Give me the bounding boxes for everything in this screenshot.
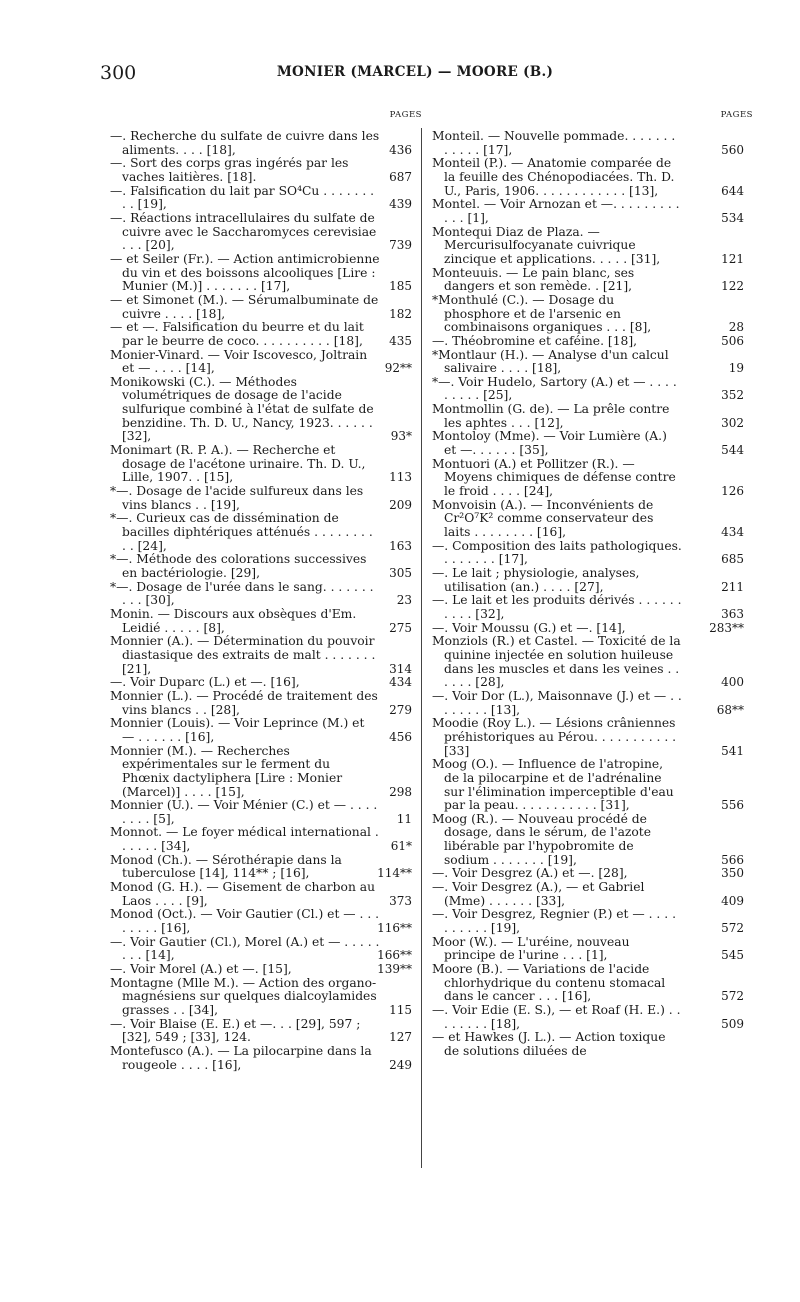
entry-text: Monnot. — Le foyer médical international . . . . . . [34], <box>110 825 379 854</box>
index-entry <box>110 934 412 963</box>
entry-page: 28 <box>728 320 744 335</box>
index-entry <box>110 675 412 690</box>
entry-page: 545 <box>721 948 744 963</box>
index-entry <box>432 265 744 294</box>
entry-page: 435 <box>389 333 412 348</box>
left-entries <box>110 130 410 1072</box>
index-entry <box>110 1016 412 1045</box>
entry-text: — et —. Falsification du beurre et du lait par le beurre de coco. . . . . . . . . . [18], <box>110 320 364 348</box>
entry-text: —. Voir Moussu (G.) et —. [14], <box>432 620 626 635</box>
index-entry <box>110 443 412 485</box>
index-entry <box>432 156 744 198</box>
entry-page: 182 <box>389 306 412 321</box>
entry-text: —. Réactions intracellulaires du sulfate de cuivre avec le Saccharomyces cerevisiae . . . [20], <box>110 210 377 253</box>
entry-text: Moog (R.). — Nouveau procédé de dosage, dans le sérum, de l'azote libérable par l'hypobromite de sodium . . . . . . . [19], <box>432 811 652 867</box>
entry-text: —. Voir Desgrez (A.), — et Gabriel (Mme) . . . . . . [33], <box>432 880 645 908</box>
entry-text: —. Sort des corps gras ingérés par les vaches laitières. [18]. <box>110 156 349 184</box>
index-entry <box>110 825 412 854</box>
entry-page: 122 <box>721 279 744 294</box>
entry-page: 211 <box>721 579 744 594</box>
entry-text: Montel. — Voir Arnozan et —. . . . . . . . . . . . [1], <box>432 197 680 225</box>
index-entry <box>110 374 412 444</box>
column-divider <box>421 128 422 1168</box>
entry-text: Moor (W.). — L'uréine, nouveau principe de l'urine . . . [1], <box>432 934 630 963</box>
entry-text: —. Falsification du lait par SO⁴Cu . . . . . . . . . [19], <box>110 183 375 212</box>
index-entry <box>110 852 412 881</box>
entry-page: 113 <box>389 470 412 485</box>
entry-text: —. Recherche du sulfate de cuivre dans les aliments. . . . [18], <box>110 129 380 157</box>
entry-page: 644 <box>721 183 744 198</box>
entry-page: 116** <box>377 921 412 936</box>
entry-text: Montmollin (G. de). — La prêle contre les aphtes . . . [12], <box>432 402 670 430</box>
entry-page: 61* <box>390 839 412 854</box>
index-entry <box>432 347 744 376</box>
pages-label-right: PAGES <box>720 110 753 120</box>
entry-page: 139** <box>377 962 412 977</box>
entry-page: 572 <box>721 921 744 936</box>
entry-text: Moog (O.). — Influence de l'atropine, de la pilocarpine et de l'adrénaline sur l'élimination imperceptible d'eau par la peau. . . . . . . . . . . [31], <box>432 757 674 813</box>
entry-text: —. Voir Morel (A.) et —. [15], <box>110 962 292 977</box>
index-entry <box>110 552 412 580</box>
index-entry <box>432 538 744 567</box>
entry-text: Monod (Ch.). — Sérothérapie dans la tuberculose [14], 114** ; [16], <box>110 852 342 881</box>
entry-page: 121 <box>721 251 744 266</box>
entry-page: 93* <box>390 429 412 444</box>
entry-page: 283** <box>709 620 744 635</box>
entry-page: 279 <box>389 702 412 717</box>
entry-text: Monteuuis. — Le pain blanc, ses dangers et son remède. . [21], <box>432 265 635 294</box>
entry-text: *—. Curieux cas de dissémination de bacilles diphtériques atténués . . . . . . . . . . [24], <box>110 511 373 553</box>
index-entry <box>110 962 412 977</box>
entry-text: Montuori (A.) et Pollitzer (R.). — Moyens chimiques de défense contre le froid . . . . [24], <box>432 456 676 499</box>
index-entry <box>432 757 744 813</box>
entry-page: 114** <box>377 866 412 881</box>
entry-text: Monziols (R.) et Castel. — Toxicité de la quinine injectée en solution huileuse dans les muscles et dans les veines . . . . . . [28], <box>432 634 681 690</box>
index-entry <box>432 429 744 458</box>
entry-page: 23 <box>396 593 412 608</box>
entry-text: Monnier (M.). — Recherches expérimentales sur le ferment du Phœnix dactyliphera [Lire : Monier (Marcel)] . . . . [15], <box>110 743 343 799</box>
index-entry <box>432 456 744 499</box>
entry-text: Monikowski (C.). — Méthodes volumétriques de dosage de l'acide sulfurique combiné à l'état de sulfate de benzidine. Th. D. U., Nancy, 1923. . . . . . [32], <box>110 374 374 444</box>
index-entry <box>110 511 412 553</box>
index-entry <box>110 251 412 294</box>
entry-text: —. Voir Desgrez (A.) et —. [28], <box>432 866 628 881</box>
entry-text: Moore (B.). — Variations de l'acide chlorhydrique du contenu stomacal dans le cancer . . . [16], <box>432 962 666 1004</box>
entry-text: Monod (G. H.). — Gisement de charbon au Laos . . . . [9], <box>110 880 376 908</box>
index-entry <box>432 197 744 225</box>
entry-page: 544 <box>721 443 744 458</box>
index-entry <box>110 798 412 826</box>
entry-page: 305 <box>389 566 412 580</box>
entry-text: Monod (Oct.). — Voir Gautier (Cl.) et — . . . . . . . . [16], <box>110 907 380 936</box>
entry-page: 541 <box>721 743 744 758</box>
index-entry <box>432 1003 744 1031</box>
index-entry <box>432 907 744 936</box>
entry-page: 298 <box>389 784 412 799</box>
entry-page: 687 <box>389 169 412 184</box>
index-entry <box>110 1043 412 1072</box>
right-entries <box>432 129 744 1059</box>
index-entry <box>110 606 412 635</box>
entry-page: 209 <box>389 497 412 512</box>
entry-text: —. Voir Dor (L.), Maisonnave (J.) et — . . . . . . . . [13], <box>432 688 682 717</box>
entry-text: —. Voir Edie (E. S.), — et Roaf (H. E.) . . . . . . . . [18], <box>432 1003 681 1031</box>
entry-page: 115 <box>389 1003 412 1017</box>
entry-text: Monier-Vinard. — Voir Iscovesco, Joltrain et — . . . . [14], <box>110 347 368 376</box>
index-entry <box>432 620 744 636</box>
entry-page: 314 <box>389 661 412 676</box>
entry-page: 439 <box>389 197 412 212</box>
entry-text: — et Seiler (Fr.). — Action antimicrobienne du vin et des boissons alcooliques [Lire : Munier (M.)] . . . . . . . [17], <box>110 251 380 294</box>
entry-page: 185 <box>389 279 412 294</box>
index-entry <box>432 593 744 621</box>
entry-text: —. Le lait ; physiologie, analyses, utilisation (an.) . . . . [27], <box>432 566 640 594</box>
index-entry <box>110 129 412 157</box>
entry-text: *—. Dosage de l'acide sulfureux dans les vins blancs . . [19], <box>110 484 364 512</box>
index-entry <box>110 156 412 184</box>
index-entry <box>432 224 744 267</box>
index-entry <box>432 129 744 157</box>
entry-text: —. Théobromine et caféine. [18], <box>432 333 638 348</box>
index-entry <box>110 292 412 321</box>
entry-page: 739 <box>389 238 412 253</box>
entry-text: Montequi Diaz de Plaza. — Mercurisulfocyanate cuivrique zincique et applications. . . . . [31], <box>432 224 661 266</box>
entry-text: *Montlaur (H.). — Analyse d'un calcul salivaire . . . . [18], <box>432 347 669 376</box>
entry-text: Monteil (P.). — Anatomie comparée de la feuille des Chénopodiacées. Th. D. U., Paris, 1906. . . . . . . . . . . . [13], <box>432 156 675 198</box>
index-entry <box>110 880 412 908</box>
index-entry <box>110 484 412 512</box>
entry-page: 373 <box>389 893 412 908</box>
entry-text: Montoloy (Mme). — Voir Lumière (A.) et —. . . . . . [35], <box>432 429 667 458</box>
entry-page: 350 <box>721 866 744 881</box>
entry-text: Monin. — Discours aux obsèques d'Em. Leidié . . . . . [8], <box>110 606 357 635</box>
entry-text: Monimart (R. P. A.). — Recherche et dosage de l'acétone urinaire. Th. D. U., Lille, 1907. . [15], <box>110 443 366 485</box>
entry-text: Monvoisin (A.). — Inconvénients de Cr²O⁷K² comme conservateur des laits . . . . . . . . [16], <box>432 497 654 540</box>
index-entry <box>110 716 412 744</box>
entry-text: Monnier (A.). — Détermination du pouvoir diastasique des extraits de malt . . . . . . . [21], <box>110 634 376 676</box>
entry-text: Moodie (Roy L.). — Lésions crâniennes préhistoriques au Pérou. . . . . . . . . . . [33] <box>432 716 677 758</box>
entry-page: 560 <box>721 142 744 157</box>
index-entry <box>432 402 744 430</box>
entry-page: 534 <box>721 210 744 225</box>
entry-text: —. Le lait et les produits dérivés . . . . . . . . . . [32], <box>432 593 682 621</box>
index-entry <box>432 497 744 540</box>
entry-page: 685 <box>721 552 744 567</box>
index-entry <box>432 716 744 758</box>
entry-page: 166** <box>377 948 412 963</box>
entry-page: 434 <box>721 525 744 540</box>
entry-page: 163 <box>389 538 412 553</box>
index-entry <box>432 880 744 908</box>
index-entry <box>432 566 744 594</box>
index-entry <box>110 743 412 800</box>
index-entry <box>110 320 412 348</box>
index-entry <box>110 347 412 376</box>
entry-page: 434 <box>389 675 412 690</box>
index-entry <box>432 811 744 868</box>
entry-page: 409 <box>721 893 744 908</box>
entry-page: 352 <box>721 388 744 403</box>
index-entry <box>110 210 412 253</box>
index-entry <box>110 688 412 717</box>
entry-text: — et Simonet (M.). — Sérumalbuminate de cuivre . . . . [18], <box>110 292 379 321</box>
entry-text: *—. Voir Hudelo, Sartory (A.) et — . . . . . . . . . [25], <box>432 374 677 403</box>
index-entry <box>432 962 744 1004</box>
entry-text: *Monthulé (C.). — Dosage du phosphore et de l'arsenic en combinaisons organiques . . . [8], <box>432 292 652 335</box>
entry-page: 556 <box>721 798 744 813</box>
entry-page: 92** <box>384 361 412 376</box>
index-entry <box>432 1031 682 1058</box>
entry-text: Monnier (Louis). — Voir Leprince (M.) et — . . . . . . [16], <box>110 716 365 744</box>
entry-page: 126 <box>721 484 744 499</box>
index-entry <box>110 975 412 1018</box>
entry-text: —. Voir Gautier (Cl.), Morel (A.) et — . . . . . . . . [14], <box>110 934 380 963</box>
entry-text: — et Hawkes (J. L.). — Action toxique de solutions diluées de <box>432 1030 666 1058</box>
running-head: MONIER (MARCEL) — MOORE (B.) <box>276 64 554 80</box>
entry-page: 506 <box>721 333 744 348</box>
entry-text: Monnier (U.). — Voir Ménier (C.) et — . . . . . . . . [5], <box>110 798 378 826</box>
entry-page: 456 <box>389 729 412 744</box>
entry-page: 400 <box>721 675 744 690</box>
index-entry <box>432 688 744 717</box>
entry-page: 566 <box>721 852 744 867</box>
entry-text: Monteil. — Nouvelle pommade. . . . . . . . . . . . [17], <box>432 129 676 157</box>
entry-page: 572 <box>721 989 744 1004</box>
entry-text: —. Voir Duparc (L.) et —. [16], <box>110 675 300 690</box>
entry-page: 275 <box>389 620 412 635</box>
page-number: 300 <box>100 62 137 84</box>
entry-page: 127 <box>389 1030 412 1045</box>
entry-text: Montefusco (A.). — La pilocarpine dans la rougeole . . . . [16], <box>110 1043 372 1072</box>
index-entry <box>110 183 412 212</box>
pages-label-left: PAGES <box>389 110 422 120</box>
index-entry <box>432 333 744 349</box>
entry-page: 11 <box>396 811 412 826</box>
entry-page: 302 <box>721 415 744 430</box>
index-entry <box>432 934 744 963</box>
entry-page: 68** <box>716 702 744 717</box>
entry-text: *—. Méthode des colorations successives en bactériologie. [29], <box>110 552 367 580</box>
entry-text: —. Voir Desgrez, Regnier (P.) et — . . . . . . . . . . [19], <box>432 907 676 936</box>
index-entry <box>432 866 744 881</box>
entry-text: Montagne (Mlle M.). — Action des organo-magnésiens sur quelques dialcoylamides grasses . . [34], <box>110 975 377 1017</box>
entry-page: 509 <box>721 1016 744 1031</box>
entry-page: 19 <box>728 361 744 376</box>
index-entry <box>432 634 744 690</box>
entry-text: —. Composition des laits pathologiques. . . . . . . . [17], <box>432 538 682 567</box>
index-entry <box>110 579 412 608</box>
index-entry <box>110 907 412 936</box>
entry-page: 436 <box>389 142 412 157</box>
index-entry <box>432 292 744 335</box>
entry-text: —. Voir Blaise (E. E.) et —. . . [29], 597 ; [32], 549 ; [33], 124. <box>110 1016 361 1045</box>
entry-page: 249 <box>389 1057 412 1072</box>
entry-page: 363 <box>721 606 744 621</box>
index-entry <box>110 634 412 676</box>
entry-text: Monnier (L.). — Procédé de traitement des vins blancs . . [28], <box>110 688 378 717</box>
entry-text: *—. Dosage de l'urée dans le sang. . . . . . . . . . [30], <box>110 579 374 608</box>
page-header <box>100 62 730 86</box>
index-entry <box>432 374 744 403</box>
